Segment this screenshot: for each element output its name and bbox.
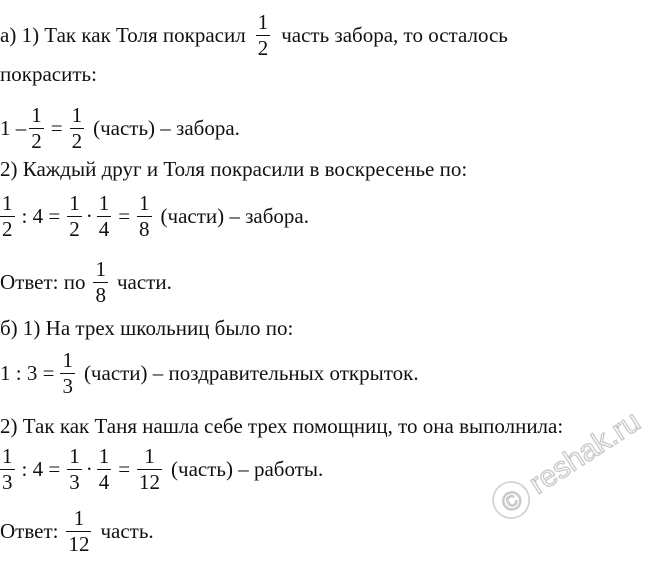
denominator: 12 <box>139 470 161 494</box>
line-1 <box>0 12 508 59</box>
multiply-op: · <box>85 457 93 481</box>
line-7 <box>0 316 293 341</box>
numerator: 1 <box>95 257 106 281</box>
numerator: 1 <box>257 10 269 34</box>
denominator: 12 <box>68 532 90 556</box>
fraction-3 <box>97 446 112 493</box>
denominator: 3 <box>62 374 73 398</box>
line-4-text: 2) Каждый друг и Толя покрасили в воскресенье по: <box>0 157 468 181</box>
fraction-3 <box>97 193 112 240</box>
denominator: 8 <box>139 217 150 241</box>
numerator: 1 <box>69 444 80 468</box>
numerator: 1 <box>31 103 42 127</box>
fraction-2 <box>70 105 85 152</box>
equals-sign: = <box>118 457 131 481</box>
fraction-half <box>256 12 271 59</box>
fraction-eighth <box>93 259 108 306</box>
denominator: 3 <box>2 470 13 494</box>
line-10 <box>0 446 323 493</box>
line-1-text-b: часть забора, то осталось <box>281 23 508 47</box>
line-5 <box>0 193 309 240</box>
line-2 <box>0 62 97 87</box>
fraction-1 <box>0 446 15 493</box>
line-11 <box>0 508 154 555</box>
line-5-text-b: (части) – забора. <box>160 204 310 228</box>
fraction-1 <box>29 105 44 152</box>
line-10-text-b: (часть) – работы. <box>171 457 324 481</box>
equals-sign: = <box>50 116 63 140</box>
line-9 <box>0 414 563 439</box>
watermark-text: reshak.ru <box>523 404 647 501</box>
divide-op: : 4 = <box>21 204 61 228</box>
line-9-text: 2) Так как Таня нашла себе трех помощниц, то она выполнила: <box>0 414 564 438</box>
denominator: 2 <box>69 217 80 241</box>
multiply-op: · <box>85 204 93 228</box>
line-3-text-a: 1 – <box>0 116 27 140</box>
copyright-symbol: © <box>495 483 528 519</box>
line-8 <box>0 350 419 397</box>
denominator: 3 <box>69 470 80 494</box>
reshak-watermark <box>472 382 647 557</box>
numerator: 1 <box>71 103 83 127</box>
denominator: 2 <box>31 129 42 153</box>
fraction-4 <box>137 446 162 493</box>
denominator: 2 <box>2 217 13 241</box>
fraction-2 <box>67 193 82 240</box>
line-11-text-a: Ответ: <box>0 519 59 543</box>
fraction-1 <box>0 193 15 240</box>
numerator: 1 <box>98 191 110 215</box>
denominator: 2 <box>257 36 269 60</box>
fraction-4 <box>137 193 152 240</box>
line-3-text-b: (часть) – забора. <box>93 116 240 140</box>
numerator: 1 <box>62 348 73 372</box>
line-6-text-a: Ответ: по <box>0 270 86 294</box>
line-6-text-b: части. <box>116 270 172 294</box>
fraction-twelfth <box>66 508 91 555</box>
copyright-circle <box>486 475 536 525</box>
line-3 <box>0 105 240 152</box>
line-1-text-a: а) 1) Так как Толя покрасил <box>0 23 246 47</box>
line-11-text-b: часть. <box>100 519 154 543</box>
divide-op: : 4 = <box>21 457 61 481</box>
line-8-text-b: (части) – поздравительных открыток. <box>83 361 419 385</box>
denominator: 4 <box>98 470 110 494</box>
line-6 <box>0 259 172 306</box>
denominator: 8 <box>95 283 106 307</box>
numerator: 1 <box>139 191 150 215</box>
line-7-text: б) 1) На трех школьниц было по: <box>0 316 294 340</box>
line-8-text-a: 1 : 3 = <box>0 361 55 385</box>
line-2-text: покрасить: <box>0 62 97 86</box>
numerator: 1 <box>2 191 13 215</box>
numerator: 1 <box>98 444 110 468</box>
numerator: 1 <box>73 506 85 530</box>
line-4 <box>0 157 467 182</box>
fraction-2 <box>67 446 82 493</box>
denominator: 2 <box>71 129 83 153</box>
numerator: 1 <box>144 444 155 468</box>
fraction-third <box>60 350 75 397</box>
numerator: 1 <box>69 191 80 215</box>
equals-sign: = <box>118 204 131 228</box>
numerator: 1 <box>2 444 13 468</box>
denominator: 4 <box>98 217 110 241</box>
